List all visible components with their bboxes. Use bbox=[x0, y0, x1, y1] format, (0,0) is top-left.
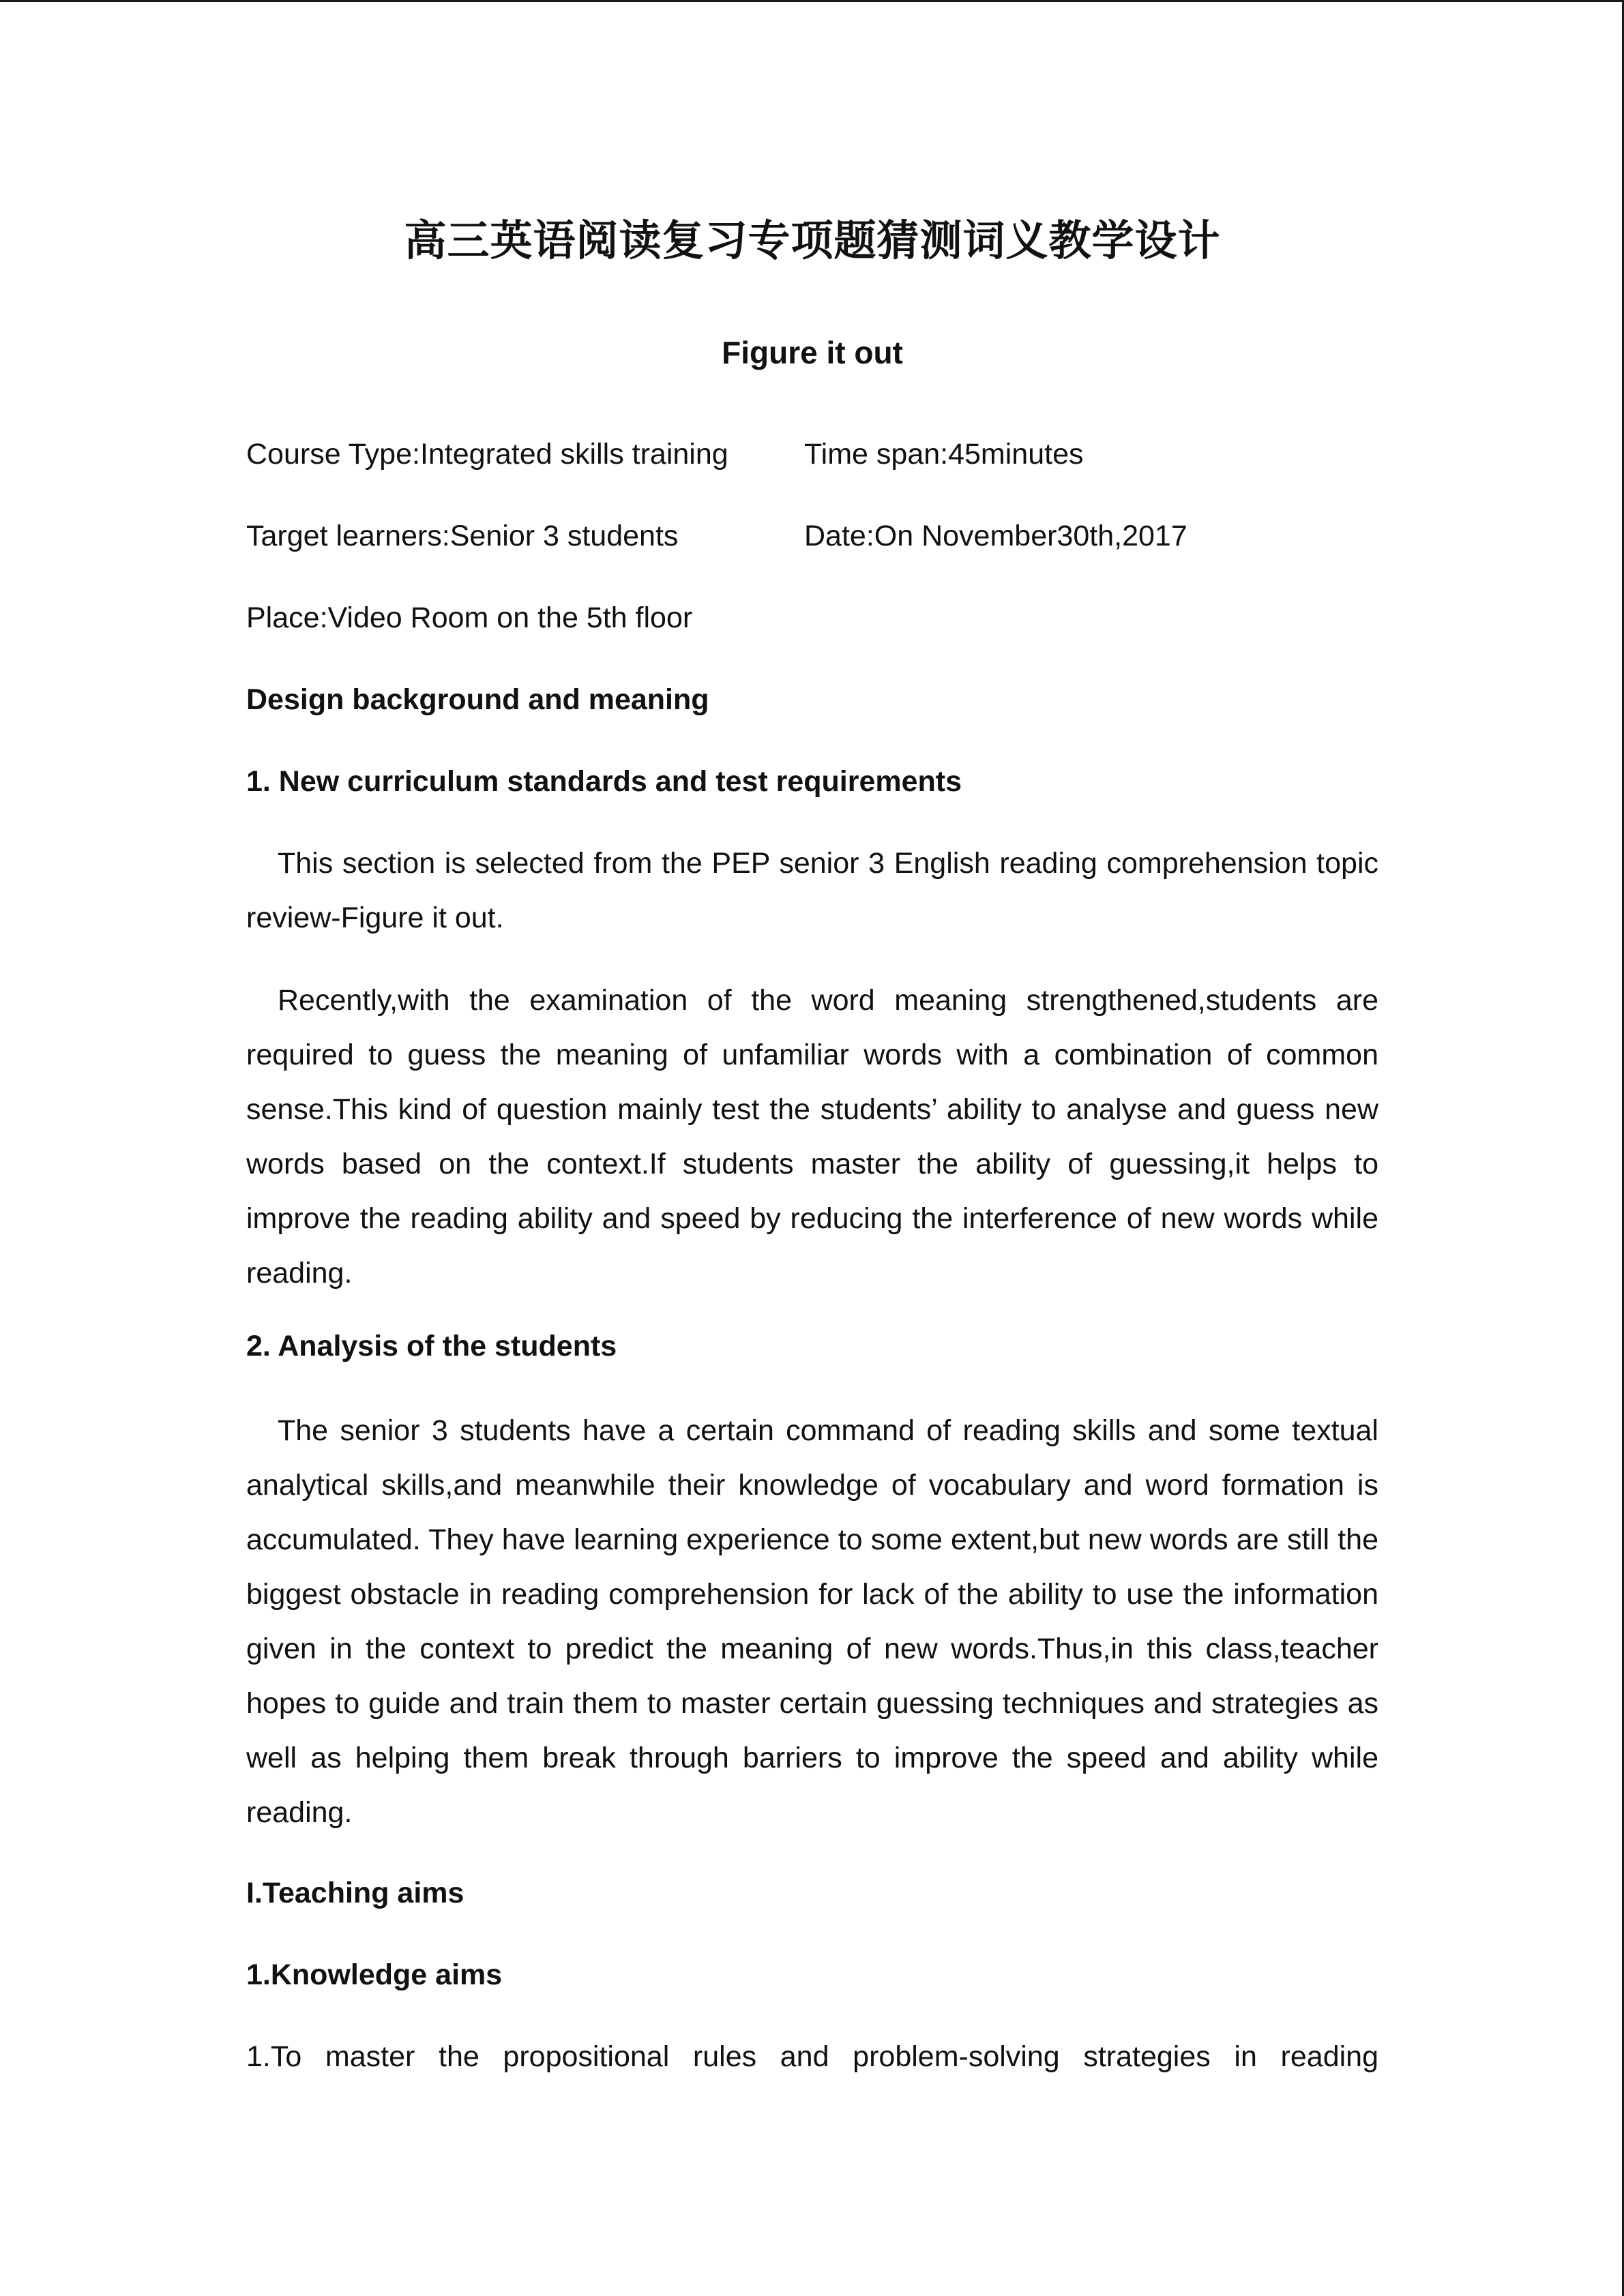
students-analysis-paragraph: The senior 3 students have a certain command of reading skills and some textual analytical skills,and meanwhile their knowledge of vocabulary and word formation is accumulated. They have learning experience to some extent,but new words are still the biggest obstacle in reading comprehension for lack of the ability to use the information given in the context to predict the meaning of new words.Thus,in this class,teacher hopes to guide and train them to master certain guessing techniques and strategies as well as helping them break through barriers to improve the speed and ability while reading. bbox=[246, 1414, 1378, 1829]
teaching-aims-heading: I.Teaching aims bbox=[246, 1877, 464, 1909]
knowledge-aims-item-1: 1.To master the propositional rules and problem-solving strategies in reading bbox=[246, 2040, 1378, 2073]
knowledge-aims-heading: 1.Knowledge aims bbox=[246, 1958, 503, 1991]
document-title: 高三英语阅读复习专项题猜测词义教学设计 bbox=[404, 215, 1221, 265]
document-subtitle: Figure it out bbox=[722, 335, 903, 370]
time-span: Time span:45minutes bbox=[804, 438, 1084, 471]
course-type: Course Type:Integrated skills training bbox=[246, 438, 728, 471]
design-background-heading: Design background and meaning bbox=[246, 683, 709, 716]
curriculum-paragraph-1: This section is selected from the PEP senior 3 English reading comprehension topic review-Figure it out. bbox=[246, 847, 1378, 934]
curriculum-paragraph-2: Recently,with the examination of the word meaning strengthened,students are required to guess the meaning of unfamiliar words with a combination of common sense.This kind of question mainly test the students’ ability to analyse and guess new words based on the context.If students master the ability of guessing,it helps to improve the reading ability and speed by reducing the interference of new words while reading. bbox=[246, 984, 1378, 1289]
lesson-date: Date:On November30th,2017 bbox=[804, 520, 1187, 552]
lesson-place: Place:Video Room on the 5th floor bbox=[246, 601, 693, 634]
students-analysis-heading: 2. Analysis of the students bbox=[246, 1330, 617, 1362]
curriculum-heading: 1. New curriculum standards and test requirements bbox=[246, 765, 962, 798]
target-learners: Target learners:Senior 3 students bbox=[246, 520, 679, 552]
page-top-border bbox=[0, 0, 1624, 2]
